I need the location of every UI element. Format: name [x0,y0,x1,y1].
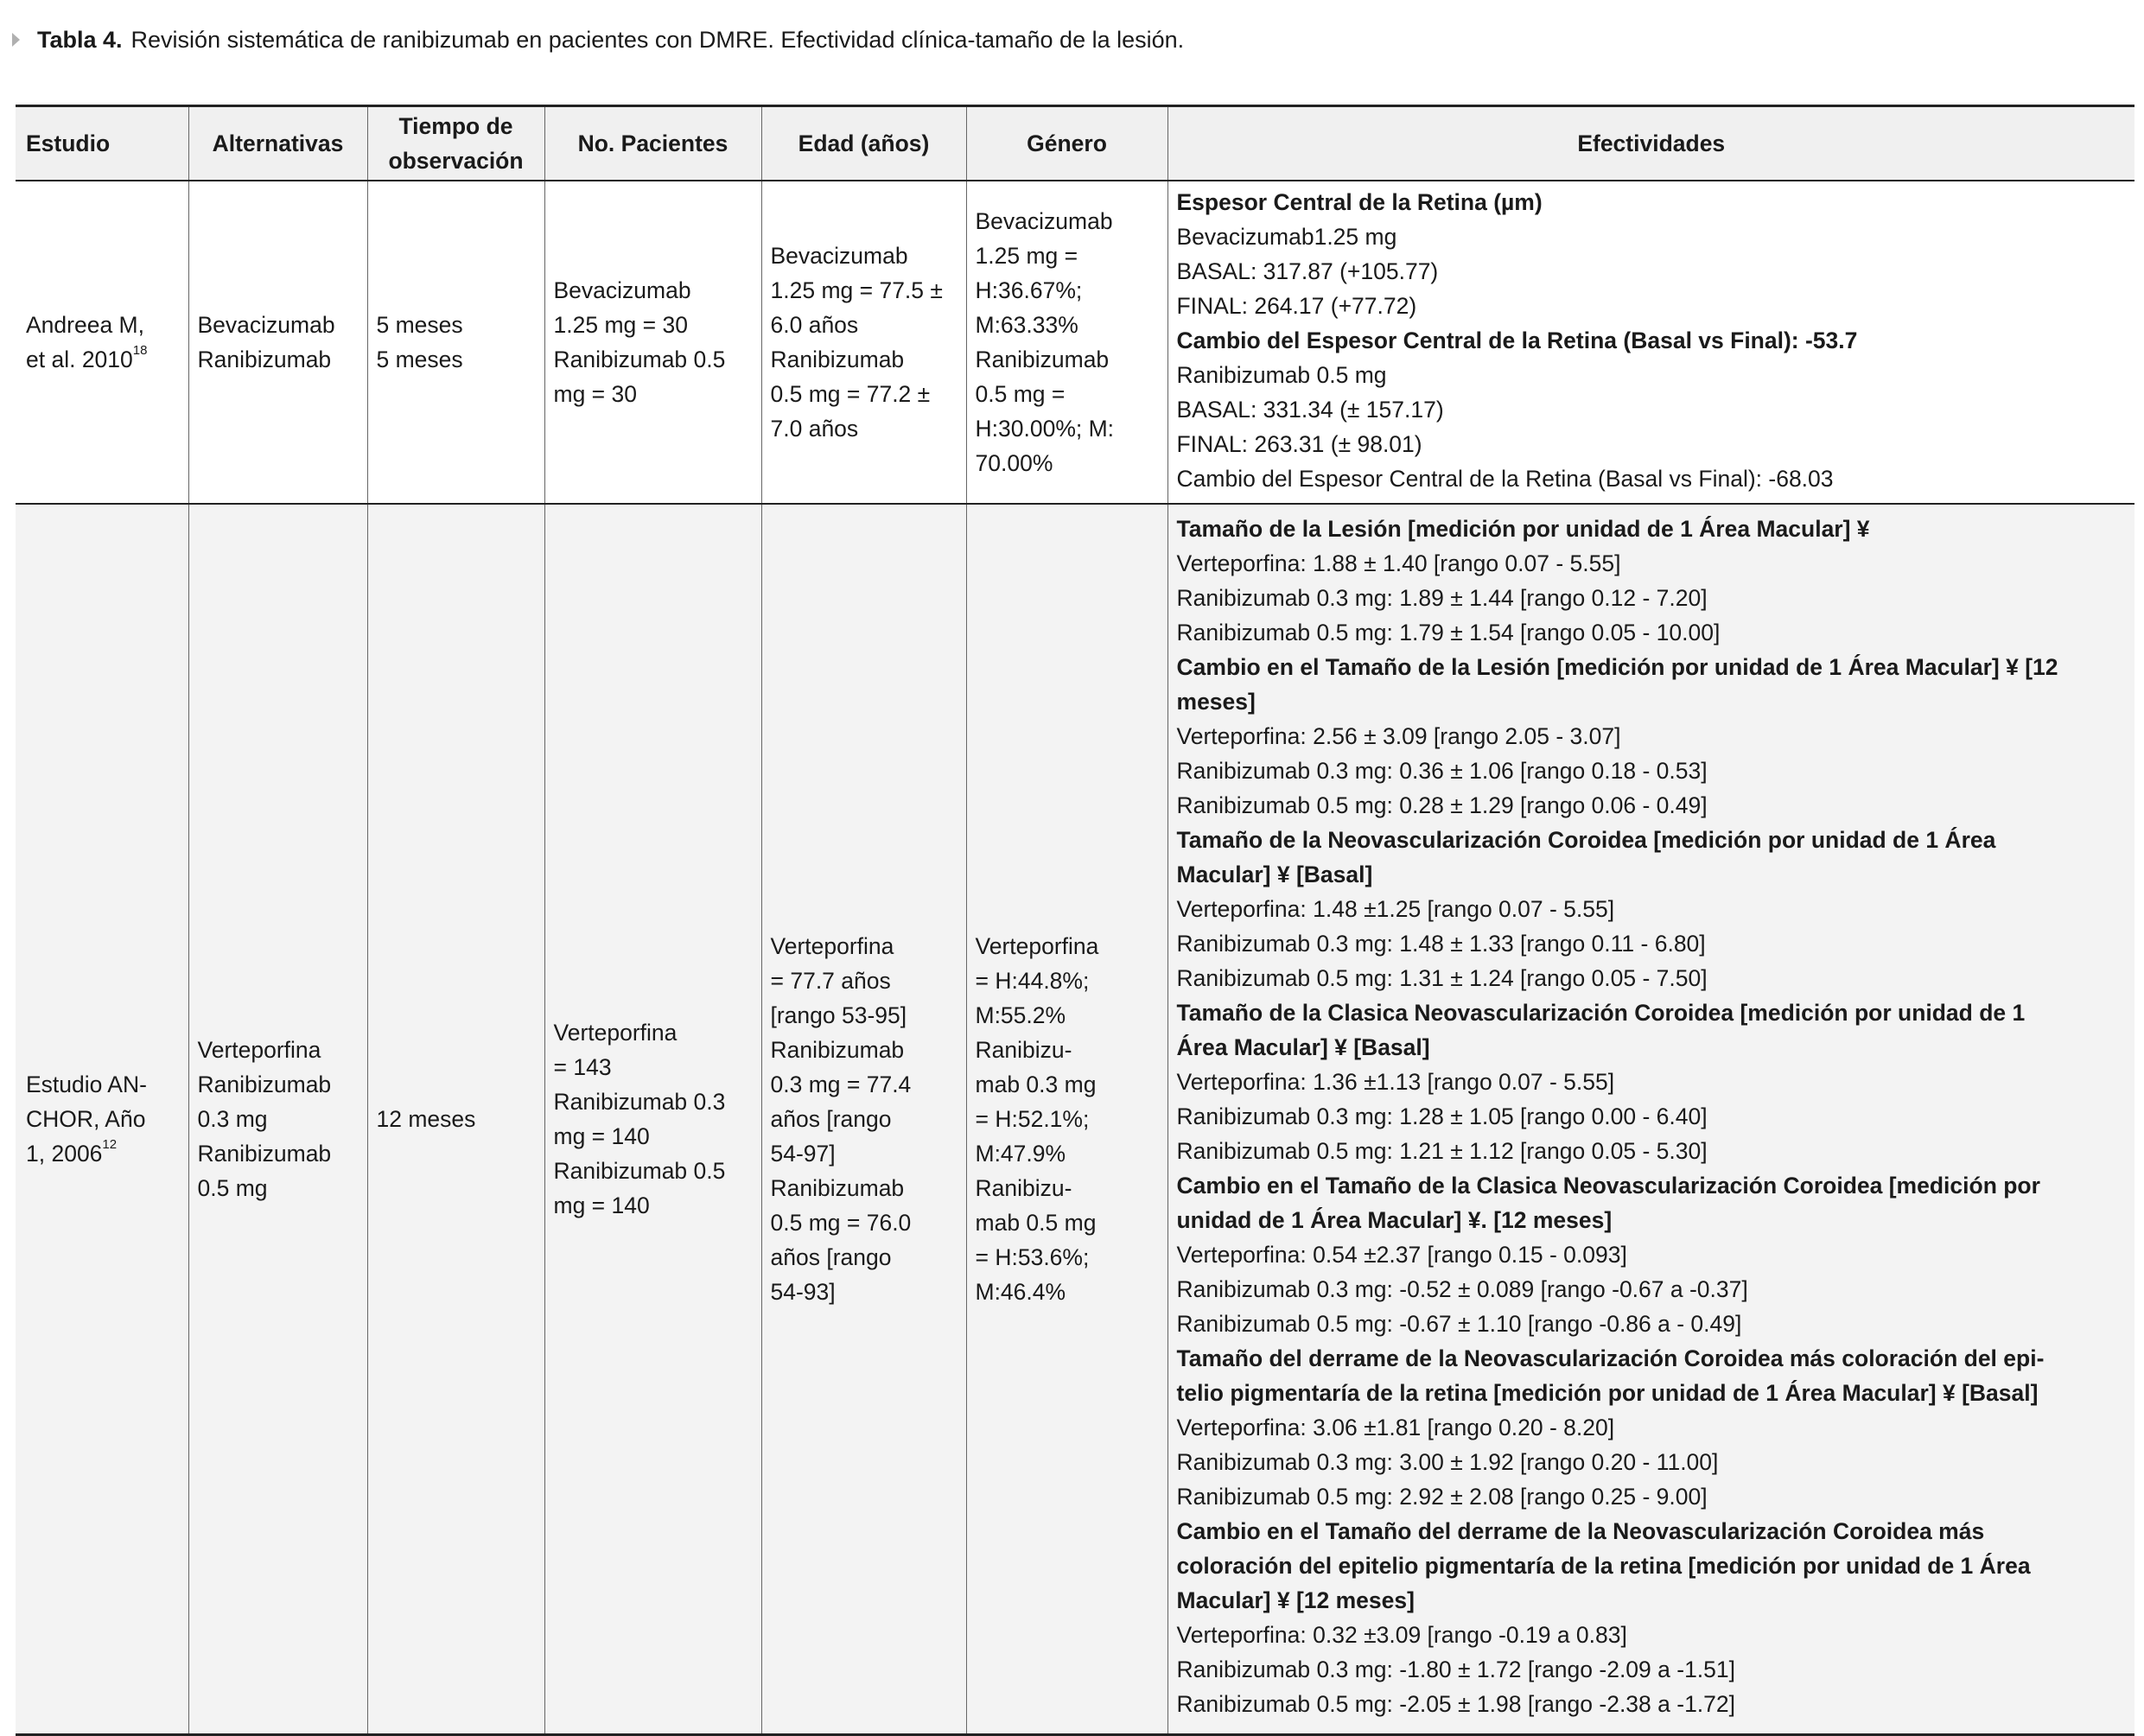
cell-line: Ranibizumab 0.5 [553,1158,726,1184]
row2-estudio [16,504,188,1735]
effectiveness-line: Verteporfina: 1.88 ± 1.40 [rango 0.07 - 5.55] [1176,550,1621,576]
effectiveness-heading: Cambio en el Tamaño del derrame de la Neovascularización Coroidea más [1176,1518,1985,1544]
cell-line: H:30.00%; M: [975,416,1115,442]
cell-line: 12 meses [376,1106,476,1132]
cell-line: 1.25 mg = 77.5 ± [770,277,943,303]
effectiveness-line: Verteporfina: 2.56 ± 3.09 [rango 2.05 - 3.07] [1176,723,1621,749]
cell-line: Ranibizumab [975,347,1110,372]
effectiveness-line: Ranibizumab 0.5 mg: 0.28 ± 1.29 [rango 0.06 - 0.49] [1176,792,1708,818]
row1-alternativas [188,181,367,504]
effectiveness-heading: coloración del epitelio pigmentaría de la retina [medición por unidad de 1 Área [1176,1553,2031,1579]
row1-efectividades [1167,181,2134,504]
table-caption [12,22,1184,57]
effectiveness-line: BASAL: 317.87 (+105.77) [1176,258,1439,284]
effectiveness-heading: meses] [1176,689,1256,715]
header-tiempo [367,106,544,181]
cell-line: Ranibizumab 0.5 [553,347,726,372]
effectiveness-line: Ranibizumab 0.5 mg: 2.92 ± 2.08 [rango 0.25 - 9.00] [1176,1484,1708,1510]
cell-line: = H:44.8%; [975,968,1090,994]
cell-line: M:55.2% [975,1002,1066,1028]
cell-line: 70.00% [975,450,1053,476]
cell-line: 0.5 mg = 76.0 [770,1210,912,1236]
effectiveness-line: Ranibizumab 0.3 mg: -1.80 ± 1.72 [rango -2.09 a -1.51] [1176,1657,1736,1682]
row2-estudio-line: CHOR, Año [26,1106,146,1132]
table-row [16,504,2134,1735]
effectiveness-line: Ranibizumab 0.5 mg: -2.05 ± 1.98 [rango -2.38 a -1.72] [1176,1691,1736,1717]
cell-line: 0.3 mg [197,1106,268,1132]
cell-line: años [rango [770,1244,892,1270]
effectiveness-line: Verteporfina: 3.06 ±1.81 [rango 0.20 - 8.20] [1176,1415,1615,1440]
table-row [16,181,2134,504]
caption-label: Tabla 4. [37,27,123,53]
cell-line: Ranibizumab [770,347,905,372]
effectiveness-line: Ranibizumab 0.3 mg: -0.52 ± 0.089 [rango -0.67 a -0.37] [1176,1276,1748,1302]
effectiveness-heading: Macular] ¥ [12 meses] [1176,1587,1415,1613]
cell-line: Ranibizumab [770,1175,905,1201]
effectiveness-line: Ranibizumab 0.5 mg: -0.67 ± 1.10 [rango -0.86 a - 0.49] [1176,1311,1742,1337]
cell-line: M:46.4% [975,1279,1066,1305]
effectiveness-heading: unidad de 1 Área Macular] ¥. [12 meses] [1176,1207,1613,1233]
row2-estudio-line: Estudio AN- [26,1071,147,1097]
header-row [16,106,2134,181]
cell-line: 0.5 mg = 77.2 ± [770,381,931,407]
effectiveness-line: Ranibizumab 0.3 mg: 0.36 ± 1.06 [rango 0.18 - 0.53] [1176,758,1708,784]
cell-line: = 143 [553,1054,612,1080]
row2-genero [966,504,1167,1735]
cell-line: Bevacizumab [197,312,335,338]
cell-line: M:47.9% [975,1141,1066,1167]
effectiveness-heading: Tamaño de la Neovascularización Coroidea [medición por unidad de 1 Área [1176,827,1996,853]
cell-line: 0.5 mg = [975,381,1066,407]
row2-alternativas [188,504,367,1735]
cell-line: Verteporfina [553,1020,678,1046]
cell-line: Ranibizumab [197,1141,332,1167]
row2-pacientes [544,504,761,1735]
row2-edad [761,504,966,1735]
cell-line: 54-93] [770,1279,836,1305]
effectiveness-line: Verteporfina: 0.32 ±3.09 [rango -0.19 a 0.83] [1176,1622,1627,1648]
cell-line: Verteporfina [770,933,894,959]
cell-line: 1.25 mg = 30 [553,312,688,338]
results-table [16,105,2134,1736]
cell-line: Verteporfina [975,933,1099,959]
cell-line: 54-97] [770,1141,836,1167]
row1-reference: 18 [132,343,148,358]
effectiveness-line: Verteporfina: 1.36 ±1.13 [rango 0.07 - 5.55] [1176,1069,1615,1095]
effectiveness-line: Verteporfina: 1.48 ±1.25 [rango 0.07 - 5.55] [1176,896,1615,922]
effectiveness-line: Bevacizumab1.25 mg [1176,224,1397,250]
row2-tiempo [367,504,544,1735]
effectiveness-line: Ranibizumab 0.3 mg: 3.00 ± 1.92 [rango 0.20 - 11.00] [1176,1449,1719,1475]
header-alternativas: Alternativas [188,106,367,181]
cell-line: = 77.7 años [770,968,891,994]
effectiveness-line: Ranibizumab 0.3 mg: 1.28 ± 1.05 [rango 0.00 - 6.40] [1176,1103,1708,1129]
cell-line: 5 meses [376,347,463,372]
effectiveness-heading: Tamaño de la Clasica Neovascularización Coroidea [medición por unidad de 1 [1176,1000,2026,1026]
row1-edad [761,181,966,504]
effectiveness-line: Ranibizumab 0.5 mg: 1.79 ± 1.54 [rango 0.05 - 10.00] [1176,620,1721,645]
effectiveness-line: Verteporfina: 0.54 ±2.37 [rango 0.15 - 0.093] [1176,1242,1627,1268]
effectiveness-heading: Cambio del Espesor Central de la Retina (Basal vs Final): -53.7 [1176,327,1858,353]
cell-line: Verteporfina [197,1037,321,1063]
caption-text: Revisión sistemática de ranibizumab en pacientes con DMRE. Efectividad clínica-tamaño de la lesión. [130,27,1185,53]
cell-line: 7.0 años [770,416,859,442]
cell-line: Ranibizu- [975,1037,1072,1063]
effectiveness-heading: Área Macular] ¥ [Basal] [1176,1034,1430,1060]
effectiveness-heading: Cambio en el Tamaño de la Clasica Neovascularización Coroidea [medición por [1176,1173,2040,1199]
row1-estudio-line: Andreea M, [26,312,144,338]
effectiveness-heading: Macular] ¥ [Basal] [1176,862,1373,887]
effectiveness-heading: Cambio en el Tamaño de la Lesión [medición por unidad de 1 Área Macular] ¥ [12 [1176,654,2058,680]
header-estudio: Estudio [16,106,188,181]
header-edad: Edad (años) [761,106,966,181]
header-tiempo-line-2: observación [388,148,524,174]
cell-line: Bevacizumab [975,208,1113,234]
row2-reference: 12 [102,1137,118,1152]
cell-line: M:63.33% [975,312,1078,338]
cell-line: Ranibizu- [975,1175,1072,1201]
effectiveness-line: Ranibizumab 0.3 mg: 1.89 ± 1.44 [rango 0.12 - 7.20] [1176,585,1708,611]
cell-line: Ranibizumab [197,1071,332,1097]
cell-line: 6.0 años [770,312,859,338]
effectiveness-heading: telio pigmentaría de la retina [medición por unidad de 1 Área Macular] ¥ [Basal] [1176,1380,2039,1406]
cell-line: mg = 30 [553,381,637,407]
cell-line: Bevacizumab [553,277,691,303]
row1-genero [966,181,1167,504]
effectiveness-heading: Espesor Central de la Retina (µm) [1176,189,1543,215]
cell-line: 0.5 mg [197,1175,268,1201]
header-tiempo-line-1: Tiempo de [398,113,513,139]
header-efectividades: Efectividades [1167,106,2134,181]
cell-line: = H:52.1%; [975,1106,1090,1132]
effectiveness-heading: Tamaño de la Lesión [medición por unidad de 1 Área Macular] ¥ [1176,516,1870,542]
effectiveness-line: Ranibizumab 0.3 mg: 1.48 ± 1.33 [rango 0.11 - 6.80] [1176,931,1706,957]
row2-estudio-line: 1, 2006$^{12}$ [26,1137,118,1167]
row1-tiempo [367,181,544,504]
effectiveness-line: Cambio del Espesor Central de la Retina (Basal vs Final): -68.03 [1176,466,1834,492]
effectiveness-line: Ranibizumab 0.5 mg [1176,362,1387,388]
cell-line: H:36.67%; [975,277,1083,303]
cell-line: Ranibizumab [770,1037,905,1063]
row1-pacientes [544,181,761,504]
cell-line: Ranibizumab [197,347,332,372]
cell-line: [rango 53-95] [770,1002,907,1028]
cell-line: Bevacizumab [770,243,908,269]
effectiveness-line: Ranibizumab 0.5 mg: 1.31 ± 1.24 [rango 0.05 - 7.50] [1176,965,1708,991]
effectiveness-line: BASAL: 331.34 (± 157.17) [1176,397,1444,423]
cell-line: mg = 140 [553,1123,650,1149]
caption-bullet-icon [12,33,20,47]
effectiveness-heading: Tamaño del derrame de la Neovascularización Coroidea más coloración del epi- [1176,1345,2045,1371]
header-pacientes: No. Pacientes [544,106,761,181]
cell-line: mab 0.3 mg [975,1071,1097,1097]
effectiveness-line: Ranibizumab 0.5 mg: 1.21 ± 1.12 [rango 0.05 - 5.30] [1176,1138,1708,1164]
cell-line: años [rango [770,1106,892,1132]
header-genero: Género [966,106,1167,181]
effectiveness-line: FINAL: 263.31 (± 98.01) [1176,431,1422,457]
cell-line: 5 meses [376,312,463,338]
row1-estudio [16,181,188,504]
row1-estudio-line: et al. 2010$^{18}$ [26,343,148,372]
cell-line: mab 0.5 mg [975,1210,1097,1236]
cell-line: 1.25 mg = [975,243,1078,269]
cell-line: Ranibizumab 0.3 [553,1089,726,1115]
effectiveness-line: FINAL: 264.17 (+77.72) [1176,293,1417,319]
row2-efectividades [1167,504,2134,1735]
cell-line: mg = 140 [553,1192,650,1218]
cell-line: = H:53.6%; [975,1244,1090,1270]
cell-line: 0.3 mg = 77.4 [770,1071,912,1097]
